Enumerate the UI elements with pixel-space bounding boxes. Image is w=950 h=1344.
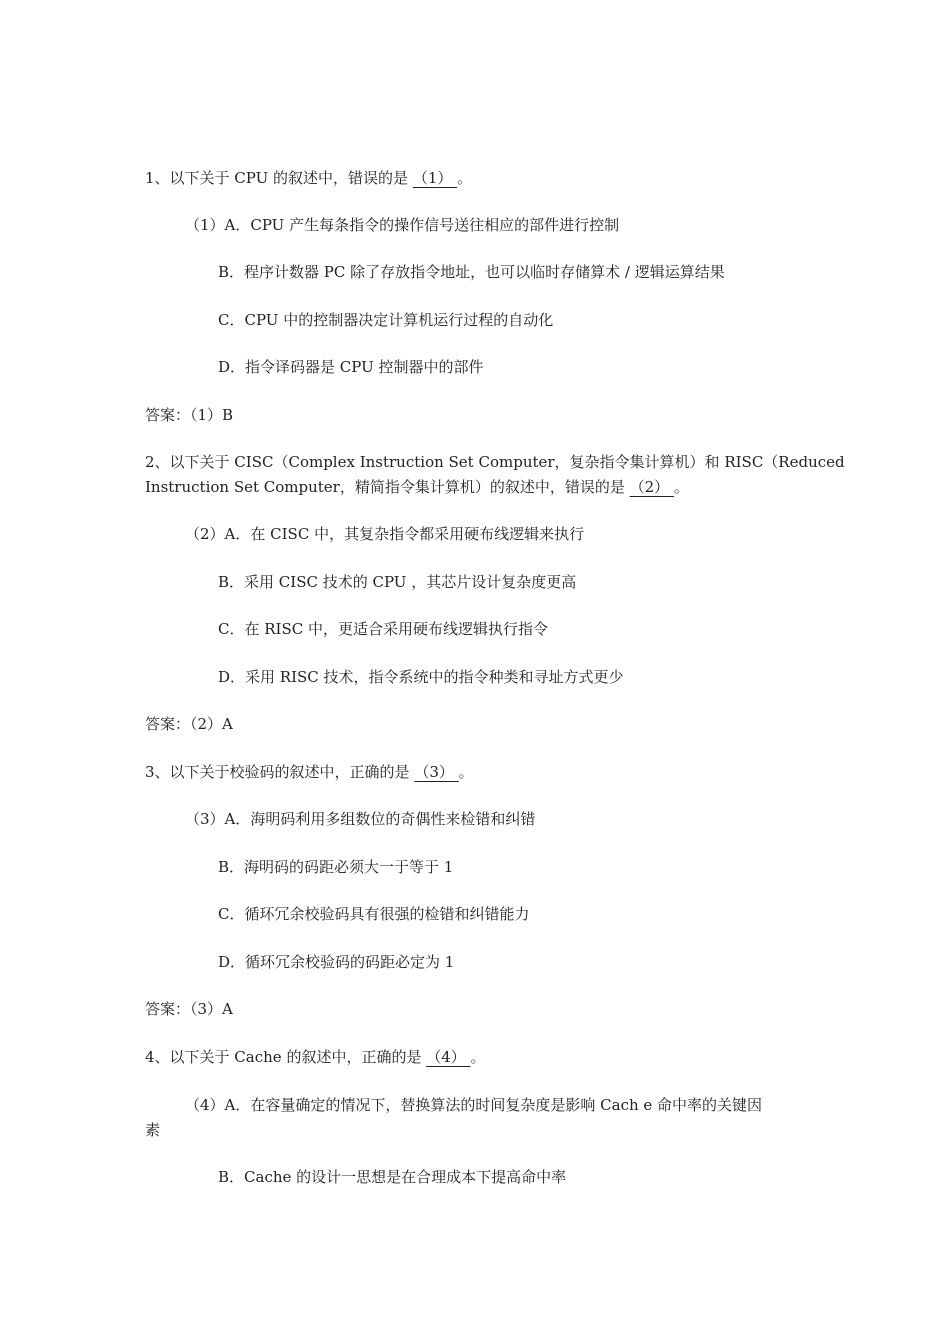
question-2-option-a: （2）A．在 CISC 中，其复杂指令都采用硬布线逻辑来执行 xyxy=(185,525,585,543)
question-4-option-b: B．Cache 的设计一思想是在合理成本下提高命中率 xyxy=(218,1168,567,1186)
question-2-option-c: C．在 RISC 中，更适合采用硬布线逻辑执行指令 xyxy=(218,620,548,638)
question-1-option-d: D．指令译码器是 CPU 控制器中的部件 xyxy=(218,358,484,376)
question-3-text: 3、以下关于校验码的叙述中，正确的是 xyxy=(145,763,415,781)
question-4-period: 。 xyxy=(470,1048,486,1066)
question-2-text: Instruction Set Computer，精简指令集计算机）的叙述中，错误的是 xyxy=(145,478,630,496)
question-2-blank: （2） xyxy=(629,478,674,496)
question-1-option-c: C．CPU 中的控制器决定计算机运行过程的自动化 xyxy=(218,311,554,329)
question-3-answer: 答案：（3）A xyxy=(145,1000,233,1018)
question-1-text: 1、以下关于 CPU 的叙述中，错误的是 xyxy=(145,169,413,187)
question-4-option-a-line2: 素 xyxy=(145,1121,161,1139)
question-2-answer: 答案：（2）A xyxy=(145,715,233,733)
question-1-answer: 答案：（1）B xyxy=(145,406,234,424)
question-3-blank: （3） xyxy=(414,763,459,781)
question-3-option-a: （3）A．海明码利用多组数位的奇偶性来检错和纠错 xyxy=(185,810,536,828)
question-3-option-d: D．循环冗余校验码的码距必定为 1 xyxy=(218,953,455,971)
question-1-option-a: （1）A．CPU 产生每条指令的操作信号送往相应的部件进行控制 xyxy=(185,216,620,234)
question-2-stem-line1: 2、以下关于 CISC（Complex Instruction Set Computer，复杂指令集计算机）和 RISC（Reduced xyxy=(145,453,845,471)
question-1-stem xyxy=(145,166,472,190)
question-3-option-b: B．海明码的码距必须大一于等于 1 xyxy=(218,858,454,876)
question-1-option-b: B．程序计数器 PC 除了存放指令地址，也可以临时存储算术 / 逻辑运算结果 xyxy=(218,263,725,281)
question-1-blank: （1） xyxy=(412,169,458,187)
question-2-option-b: B．采用 CISC 技术的 CPU ，其芯片设计复杂度更高 xyxy=(218,573,577,591)
question-3-option-c: C．循环冗余校验码具有很强的检错和纠错能力 xyxy=(218,905,530,923)
question-4-text: 4、以下关于 Cache 的叙述中，正确的是 xyxy=(145,1048,427,1066)
question-3-stem xyxy=(145,760,474,784)
question-4-stem xyxy=(145,1045,486,1069)
question-4-blank: （4） xyxy=(426,1048,471,1066)
question-2-stem-line2 xyxy=(145,475,689,499)
question-4-option-a-line1: （4）A．在容量确定的情况下，替换算法的时间复杂度是影响 Cach e 命中率的关键因 xyxy=(185,1096,763,1114)
question-3-period: 。 xyxy=(458,763,474,781)
question-1-period: 。 xyxy=(457,169,473,187)
question-2-period: 。 xyxy=(673,478,689,496)
question-2-option-d: D．采用 RISC 技术，指令系统中的指令种类和寻址方式更少 xyxy=(218,668,624,686)
